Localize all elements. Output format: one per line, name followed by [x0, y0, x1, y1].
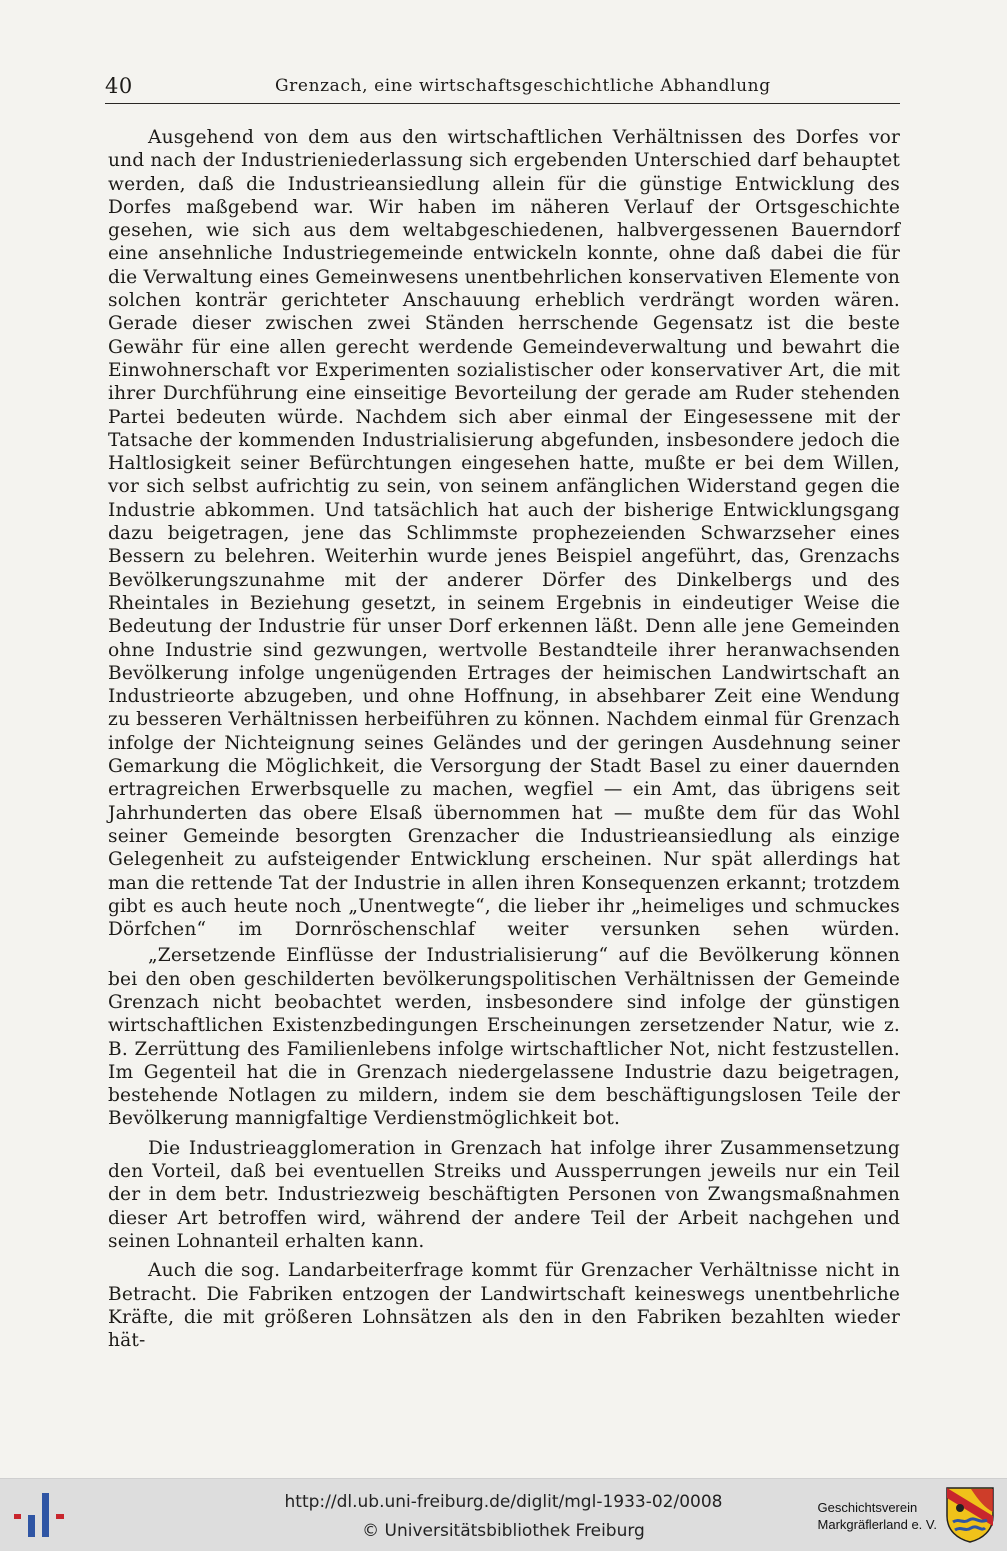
page-number: 40	[105, 74, 133, 98]
page-header	[105, 72, 900, 104]
viewer-footer	[0, 1478, 1007, 1551]
society-name[interactable]	[818, 1499, 937, 1533]
paragraph-2: „Zersetzende Einflüsse der Industrialisierung“ auf die Bevölkerung können bei den oben geschilderten bevölkerungspolitischen Verhältnissen der Gemeinde Grenzach nicht beobachtet werden, insbesondere sind infolge der günstigen wirtschaftlichen Existenzbedingungen Erscheinungen zersetzender Natur, wie z. B. Zerrüttung des Familienlebens infolge wirtschaftlicher Not, nicht festzustellen. Im Gegenteil hat die in Grenzach niedergelassene Industrie dazu beigetragen, bestehende Notlagen zu mildern, indem sie dem beschäftigungslosen Teile der Bevölkerung mannigfaltige Verdienstmöglichkeit bot.	[108, 945, 900, 1130]
paragraph-4: Auch die sog. Landarbeiterfrage kommt für Grenzacher Verhältnisse nicht in Betracht. Die Fabriken entzogen der Landwirtschaft keineswegs unentbehrliche Kräfte, die mit größeren Lohnsätzen als den in den Fabriken bezahlten wieder hät-	[108, 1260, 900, 1352]
header-rule	[105, 103, 900, 104]
running-title: Grenzach, eine wirtschaftsgeschichtliche Abhandlung	[275, 76, 771, 96]
paragraph-1: Ausgehend von dem aus den wirtschaftlichen Verhältnissen des Dorfes vor und nach der Industrieniederlassung sich ergebenden Unterschied darf behauptet werden, daß die Industrieansiedlung allein für die günstige Entwicklung des Dorfes maßgebend war. Wir haben im näheren Verlauf der Ortsgeschichte gesehen, wie sich aus dem weltabgeschiedenen, halbvergessenen Bauerndorf eine ansehnliche Industriegemeinde entwickeln konnte, ohne daß dabei die für die Verwaltung eines Gemeinwesens unentbehrlichen konservativen Elemente von solchen konträr gerichteter Anschauung erheblich verdrängt worden wären. Gerade dieser zwischen zwei Ständen herrschende Gegensatz ist die beste Gewähr für eine allen gerecht werdende Gemeindeverwaltung und bewahrt die Einwohnerschaft vor Experimenten sozialistischer oder konservativer Art, die mit ihrer Durchführung eine einseitige Bevorteilung der gerade am Ruder stehenden Partei bedeuten würde. Nachdem sich aber einmal der Eingesessene mit der Tatsache der kommenden Industrialisierung abgefunden, insbesondere jedoch die Haltlosigkeit seiner Befürchtungen eingesehen hatte, mußte er bei dem Willen, vor sich selbst aufrichtig zu sein, von seinem anfänglichen Widerstand gegen die Industrie abkommen. Und tatsächlich hat auch der bisherige Entwicklungsgang dazu beigetragen, jene das Schlimmste prophezeienden Schwarzseher eines Bessern zu belehren. Weiterhin wurde jenes Beispiel angeführt, das, Grenzachs Bevölkerungszunahme mit der anderer Dörfer des Dinkelbergs und des Rheintales in Beziehung gesetzt, in seinem Ergebnis in eindeutiger Weise die Bedeutung der Industrie für unser Dorf erkennen läßt. Denn alle jene Gemeinden ohne Industrie sind gezwungen, wertvolle Bestandteile ihrer heranwachsenden Bevölkerung infolge ungenügenden Ertrages der heimischen Landwirtschaft an Industrieorte abzugeben, und ohne Hoffnung, in absehbarer Zeit eine Wendung zu besseren Verhältnissen herbeiführen zu können. Nachdem einmal für Grenzach infolge der Nichteignung seines Geländes und der geringen Ausdehnung seiner Gemarkung die Möglichkeit, die Versorgung der Stadt Basel zu einer dauernden ertragreichen Erwerbsquelle zu machen, wegfiel — ein Amt, das übrigens seit Jahrhunderten das obere Elsaß übernommen hat — mußte dem für das Wohl seiner Gemeinde besorgten Grenzacher die Industrieansiedlung als einzige Gelegenheit zu aufsteigender Entwicklung erscheinen. Nur spät allerdings hat man die rettende Tat der Industrie in allen ihren Konsequenzen erkannt; trotzdem gibt es auch heute noch „Unentwegte“, die lieber ihr „heimeliges und schmuckes Dörfchen“ im Dornröschenschlaf weiter versunken sehen würden.	[108, 127, 900, 941]
society-name-line-2: Markgräflerland e. V.	[817, 1517, 937, 1532]
body-text	[108, 126, 900, 1358]
permalink-url[interactable]: http://dl.ub.uni-freiburg.de/diglit/mgl-1933-02/0008	[284, 1492, 723, 1512]
copyright-notice: © Universitätsbibliothek Freiburg	[362, 1521, 645, 1541]
society-name-line-1: Geschichtsverein	[817, 1500, 918, 1515]
markgraeflerland-crest-icon[interactable]	[945, 1486, 995, 1544]
paragraph-3: Die Industrieagglomeration in Grenzach hat infolge ihrer Zusammensetzung den Vorteil, daß bei eventuellen Streiks und Aussperrungen jeweils nur ein Teil der in dem betr. Industriezweig beschäftigten Personen von Zwangsmaßnahmen dieser Art betroffen wird, während der andere Teil der Arbeit nachgehen und seinen Lohnanteil erhalten kann.	[108, 1137, 900, 1252]
